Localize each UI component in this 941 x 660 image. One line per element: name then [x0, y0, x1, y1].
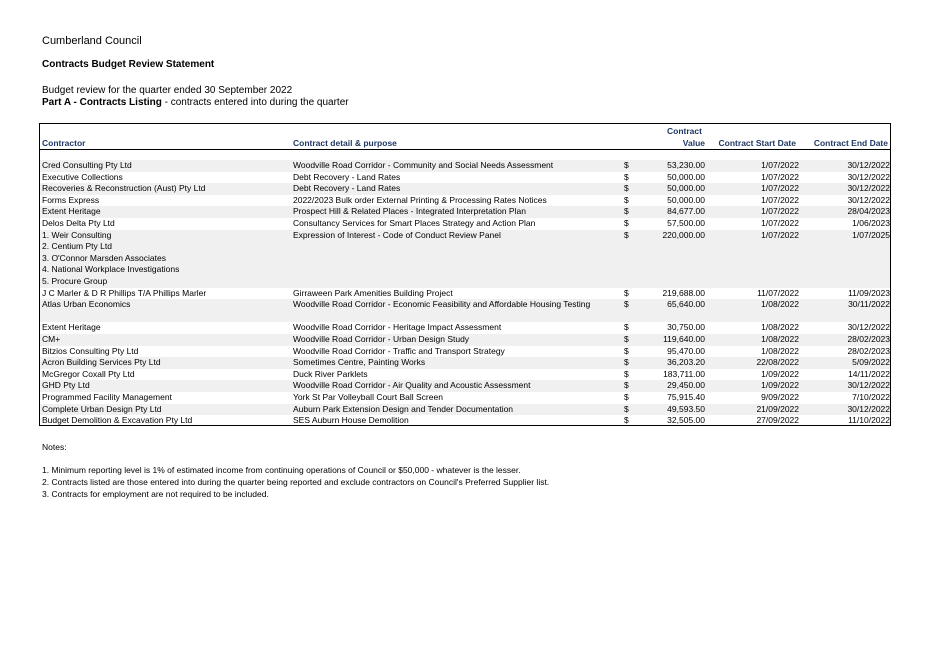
- cell-start-date: 1/07/2022: [761, 160, 799, 170]
- cell-end-date: 1/07/2025: [852, 229, 890, 240]
- column-header-detail: Contract detail & purpose: [293, 138, 397, 148]
- cell-value: 50,000.00: [667, 183, 705, 194]
- cell-contractor: Executive Collections: [42, 171, 123, 182]
- cell-contractor: GHD Pty Ltd: [42, 380, 90, 391]
- cell-value: 119,640.00: [663, 333, 705, 344]
- cell-start-date: 1/08/2022: [761, 322, 799, 333]
- cell-value: 36,203.20: [667, 357, 705, 368]
- table-row: [40, 346, 890, 358]
- contractor-name: 2. Centium Pty Ltd: [42, 241, 112, 252]
- table-body: [40, 160, 890, 427]
- table-row: [40, 415, 890, 427]
- cell-start-date: 1/07/2022: [761, 229, 799, 240]
- cell-end-date: 30/12/2022: [847, 171, 890, 182]
- cell-detail: Consultancy Services for Smart Places Strategy and Action Plan: [293, 217, 536, 228]
- cell-contractor: Bitzios Consulting Pty Ltd: [42, 345, 139, 356]
- table-row: [40, 380, 890, 392]
- cell-end-date: 11/09/2023: [848, 287, 890, 298]
- cell-start-date: 1/07/2022: [761, 194, 799, 205]
- cell-start-date: 1/08/2022: [761, 299, 799, 310]
- cell-contractor: McGregor Coxall Pty Ltd: [42, 368, 135, 379]
- table-row: [40, 404, 890, 416]
- cell-currency: $: [624, 391, 629, 402]
- table-row: [40, 322, 890, 334]
- cell-value: 32,505.00: [667, 415, 705, 426]
- cell-value: 29,450.00: [667, 380, 705, 391]
- cell-start-date: 1/07/2022: [761, 171, 799, 182]
- cell-contractor: [42, 230, 179, 288]
- cell-detail: Prospect Hill & Related Places - Integrated Interpretation Plan: [293, 206, 526, 217]
- note-item: 2. Contracts listed are those entered into during the quarter being reported and exclude contractors on Council's Preferred Supplier list.: [42, 477, 550, 487]
- cell-detail: Expression of Interest - Code of Conduct Review Panel: [293, 229, 501, 240]
- cell-contractor: Recoveries & Reconstruction (Aust) Pty Ltd: [42, 183, 206, 194]
- notes-heading: Notes:: [42, 442, 67, 452]
- cell-start-date: 22/08/2022: [756, 357, 799, 368]
- cell-start-date: 11/07/2022: [757, 287, 799, 298]
- cell-value: 84,677.00: [667, 206, 705, 217]
- table-row: [40, 357, 890, 369]
- table-row: [40, 369, 890, 381]
- cell-detail: Debt Recovery - Land Rates: [293, 183, 401, 194]
- cell-currency: $: [624, 345, 629, 356]
- cell-end-date: 28/04/2023: [847, 206, 890, 217]
- table-header-divider: [39, 149, 891, 150]
- cell-start-date: 9/09/2022: [761, 391, 799, 402]
- cell-contractor: Forms Express: [42, 194, 100, 205]
- cell-end-date: 30/11/2022: [848, 299, 890, 310]
- table-row: [40, 206, 890, 218]
- cell-currency: $: [624, 287, 629, 298]
- cell-value: 50,000.00: [667, 194, 705, 205]
- cell-currency: $: [624, 380, 629, 391]
- cell-start-date: 1/09/2022: [761, 380, 799, 391]
- cell-detail: Girraween Park Amenities Building Project: [293, 287, 453, 298]
- organisation-name: Cumberland Council: [42, 35, 142, 47]
- note-item: 3. Contracts for employment are not required to be included.: [42, 489, 269, 499]
- contractor-name: 1. Weir Consulting: [42, 229, 112, 240]
- table-row: [40, 334, 890, 346]
- cell-value: 50,000.00: [667, 171, 705, 182]
- cell-detail: Woodville Road Corridor - Community and Social Needs Assessment: [293, 160, 554, 170]
- cell-contractor: Extent Heritage: [42, 322, 101, 333]
- contractor-name: 3. O'Connor Marsden Associates: [42, 252, 166, 263]
- cell-end-date: 7/10/2022: [852, 391, 890, 402]
- cell-end-date: 28/02/2023: [847, 333, 890, 344]
- cell-value: 220,000.00: [662, 229, 705, 240]
- cell-value: 95,470.00: [667, 345, 705, 356]
- cell-end-date: 30/12/2022: [847, 183, 890, 194]
- cell-detail: York St Par Volleyball Court Ball Screen: [293, 391, 443, 402]
- cell-currency: $: [624, 229, 629, 240]
- cell-value: 30,750.00: [667, 322, 705, 333]
- cell-currency: $: [624, 333, 629, 344]
- cell-start-date: 1/08/2022: [761, 333, 799, 344]
- cell-detail: Sometimes Centre, Painting Works: [293, 357, 426, 368]
- cell-currency: $: [624, 206, 629, 217]
- cell-contractor: Budget Demolition & Excavation Pty Ltd: [42, 415, 193, 426]
- cell-start-date: 1/08/2022: [761, 345, 799, 356]
- part-label: Part A - Contracts Listing: [42, 97, 162, 108]
- cell-contractor: Programmed Facility Management: [42, 391, 172, 402]
- cell-start-date: 1/09/2022: [761, 368, 799, 379]
- cell-end-date: 30/12/2022: [847, 403, 890, 414]
- cell-contractor: CM+: [42, 333, 61, 344]
- cell-detail: Debt Recovery - Land Rates: [293, 171, 401, 182]
- part-description: - contracts entered into during the quarter: [161, 97, 349, 108]
- table-row: [40, 392, 890, 404]
- cell-contractor: Cred Consulting Pty Ltd: [42, 160, 132, 170]
- cell-detail: Woodville Road Corridor - Heritage Impact Assessment: [293, 322, 502, 333]
- table-row: [40, 183, 890, 195]
- cell-end-date: 11/10/2022: [848, 415, 890, 426]
- column-header-start-date: Contract Start Date: [718, 138, 796, 148]
- cell-currency: $: [624, 299, 629, 310]
- cell-currency: $: [624, 322, 629, 333]
- cell-currency: $: [624, 403, 629, 414]
- cell-end-date: 30/12/2022: [847, 194, 890, 205]
- cell-end-date: 28/02/2023: [847, 345, 890, 356]
- table-row: [40, 299, 890, 322]
- cell-detail: 2022/2023 Bulk order External Printing & Processing Rates Notices: [293, 194, 547, 205]
- cell-contractor: Extent Heritage: [42, 206, 101, 217]
- column-header-value-line1: Contract: [667, 126, 702, 136]
- table-row: [40, 195, 890, 207]
- table-row: [40, 160, 890, 172]
- contractor-name: 4. National Workplace Investigations: [42, 264, 180, 275]
- cell-end-date: 30/12/2022: [847, 322, 890, 333]
- cell-currency: $: [624, 368, 629, 379]
- cell-value: 219,688.00: [662, 287, 705, 298]
- cell-detail: Woodville Road Corridor - Traffic and Transport Strategy: [293, 345, 505, 356]
- cell-contractor: Complete Urban Design Pty Ltd: [42, 403, 162, 414]
- cell-value: 53,230.00: [667, 160, 705, 170]
- table-row: [40, 218, 890, 230]
- cell-detail: Woodville Road Corridor - Economic Feasibility and Affordable Housing Testing: [293, 299, 591, 310]
- part-heading: [42, 97, 349, 108]
- cell-value: 65,640.00: [667, 299, 705, 310]
- cell-end-date: 1/06/2023: [852, 217, 890, 228]
- column-header-contractor: Contractor: [42, 138, 86, 148]
- cell-detail: Woodville Road Corridor - Urban Design Study: [293, 333, 470, 344]
- cell-currency: $: [624, 171, 629, 182]
- cell-value: 75,915.40: [667, 391, 705, 402]
- cell-currency: $: [624, 357, 629, 368]
- table-row: [40, 172, 890, 184]
- cell-start-date: 27/09/2022: [756, 415, 799, 426]
- cell-currency: $: [624, 194, 629, 205]
- cell-end-date: 30/12/2022: [847, 380, 890, 391]
- review-period: Budget review for the quarter ended 30 September 2022: [42, 85, 293, 96]
- cell-detail: SES Auburn House Demolition: [293, 415, 409, 426]
- table-row: [40, 230, 890, 288]
- contractor-name: 5. Procure Group: [42, 275, 108, 286]
- cell-end-date: 30/12/2022: [847, 160, 890, 170]
- cell-contractor: Delos Delta Pty Ltd: [42, 217, 115, 228]
- column-header-end-date: Contract End Date: [813, 138, 888, 148]
- cell-value: 57,500.00: [667, 217, 705, 228]
- cell-contractor: Acron Building Services Pty Ltd: [42, 357, 161, 368]
- cell-end-date: 14/11/2022: [848, 368, 890, 379]
- cell-start-date: 1/07/2022: [761, 206, 799, 217]
- cell-end-date: 5/09/2022: [852, 357, 890, 368]
- cell-detail: Duck River Parklets: [293, 368, 368, 379]
- cell-start-date: 21/09/2022: [756, 403, 799, 414]
- cell-detail: Woodville Road Corridor - Air Quality and Acoustic Assessment: [293, 380, 531, 391]
- cell-value: 183,711.00: [663, 368, 705, 379]
- cell-contractor: J C Marler & D R Phillips T/A Phillips Marler: [42, 287, 207, 298]
- cell-value: 49,593.50: [667, 403, 705, 414]
- cell-currency: $: [624, 160, 629, 170]
- page-title: Contracts Budget Review Statement: [42, 59, 215, 70]
- note-item: 1. Minimum reporting level is 1% of estimated income from continuing operations of Council or $50,000 - whatever is the lesser.: [42, 465, 521, 475]
- cell-start-date: 1/07/2022: [761, 183, 799, 194]
- column-header-value-line2: Value: [682, 138, 705, 148]
- table-row: [40, 288, 890, 300]
- cell-currency: $: [624, 415, 629, 426]
- cell-currency: $: [624, 217, 629, 228]
- cell-start-date: 1/07/2022: [761, 217, 799, 228]
- cell-currency: $: [624, 183, 629, 194]
- cell-contractor: Atlas Urban Economics: [42, 299, 131, 310]
- cell-detail: Auburn Park Extension Design and Tender Documentation: [293, 403, 514, 414]
